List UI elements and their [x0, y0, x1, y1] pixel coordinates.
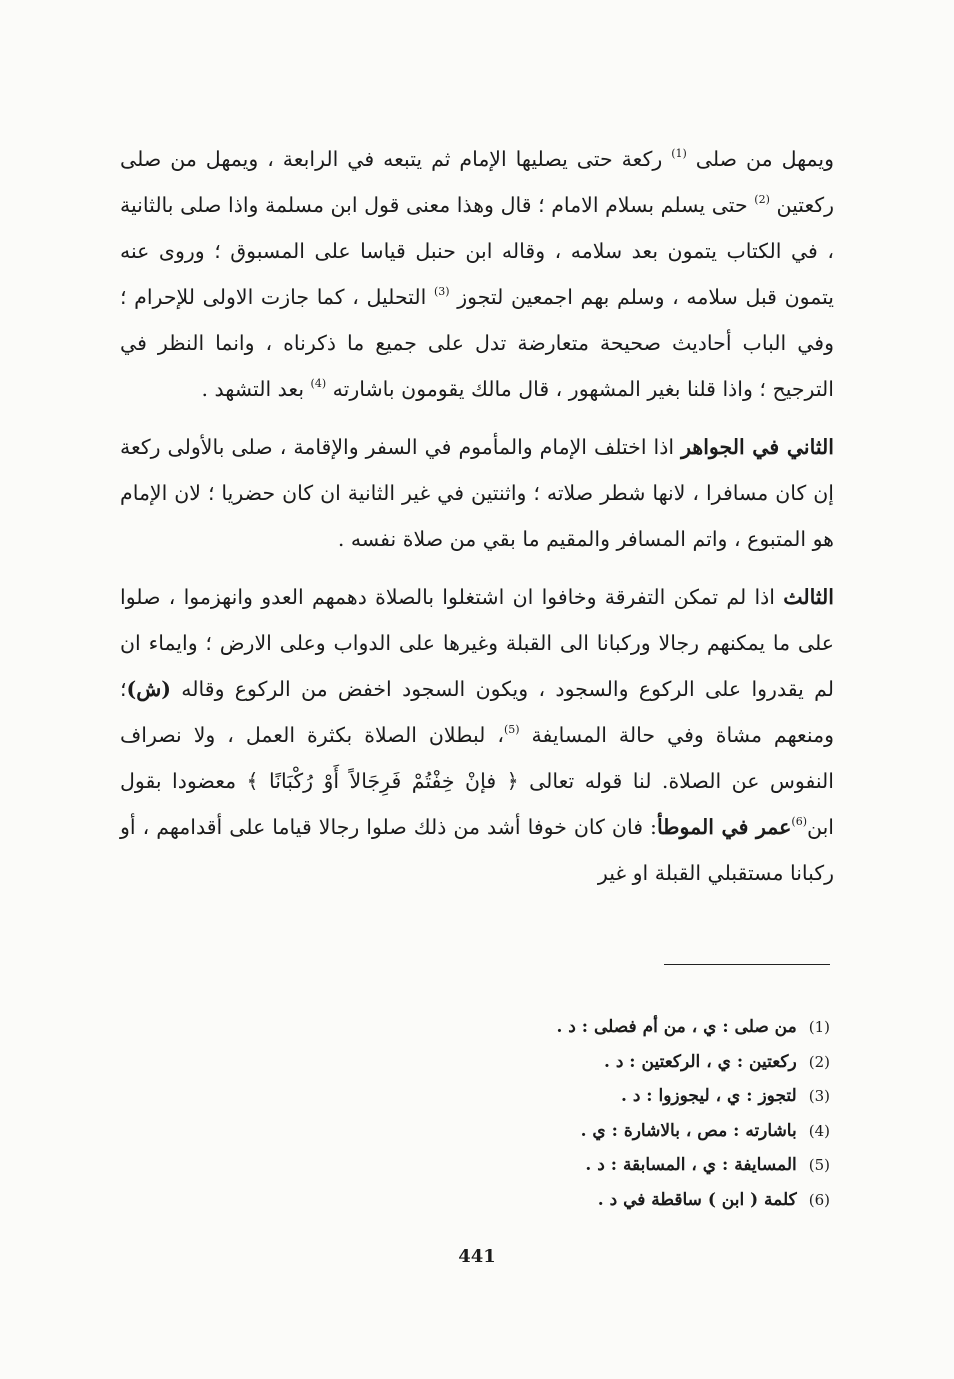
footnote-number: (6) [808, 1190, 830, 1209]
paragraph-p2 [120, 424, 834, 562]
text-run: اذا لم تمكن التفرقة وخافوا ان اشتغلوا بالصلاة دهمهم العدو وانهزموا ، صلوا على ما يمكنهم رجالا وركبانا الى القبلة وغيرها على الدواب وعلى الارض ؛ وايماء ان لم يقدروا على الركوع والسجود ، ويكون السجود اخفض من الركوع وقاله [120, 585, 834, 701]
footnote-text: من صلى : ي ، من أم فصلى : د . [556, 1017, 797, 1037]
text-run: ويمهل من صلى [686, 147, 834, 171]
footnote-item [330, 1010, 830, 1045]
footnote-ref: (2) [754, 193, 770, 206]
footnote-number: (3) [808, 1087, 830, 1105]
footnote-item [330, 1114, 830, 1149]
footnote-ref: (4) [310, 377, 327, 390]
footnote-number: (5) [808, 1156, 830, 1174]
footnote-item [330, 1079, 830, 1114]
footnotes [330, 1010, 830, 1217]
text-run: حتى يسلم بسلام الامام ؛ قال وهذا معنى قول ابن مسلمة واذا صلى بالثانية ، في الكتاب يتمون بعد سلامه ، وقاله ابن حنبل قياسا على المسبوق ؛ وروى عنه يتمون قبل سلامه ، وسلم بهم اجمعين لتجوز [120, 193, 834, 309]
footnote-separator [664, 964, 830, 965]
footnote-text: كلمة ( ابن ) ساقطة في د . [597, 1189, 797, 1210]
main-text [120, 136, 834, 896]
footnote-text: ركعتين : ي ، الركعتين : د . [603, 1051, 797, 1072]
text-run: ، لبطلان الصلاة بكثرة العمل ، ولا نصراف النفوس عن الصلاة. لنا قوله تعالى ﴿ فإنْ خِفْتُمْ فَرِجَالاً أَوْ رُكْبَانًا ﴾ معضودا بقول ابن [120, 723, 834, 839]
footnote-item [330, 1045, 830, 1080]
footnote-text: باشارته : مص ، بالاشارة : ي . [580, 1120, 797, 1141]
text-run: ركعة حتى يصليها الإمام ثم يتبعه في الرابعة ، ويمهل من صلى ركعتين [120, 147, 834, 217]
footnote-number: (4) [808, 1121, 830, 1140]
text-run: : فان كان خوفا أشد من ذلك صلوا رجالا قياما على أقدامهم ، أو ركبانا مستقبلي القبلة او غير [120, 815, 834, 885]
bold-text: عمر في الموطأ [656, 815, 792, 839]
paragraph-p3 [120, 574, 834, 896]
footnote-text: المسايفة : ي ، المسابقة : د . [585, 1155, 797, 1175]
footnote-ref: (5) [503, 723, 520, 736]
footnote-ref: (1) [671, 147, 687, 160]
text-run: بعد التشهد . [201, 377, 311, 401]
bold-text: الثاني في الجواهر [681, 435, 834, 459]
footnote-ref: (3) [433, 285, 450, 298]
paragraph-p1 [120, 136, 834, 412]
footnote-ref: (6) [791, 815, 807, 828]
footnote-item [330, 1183, 830, 1218]
bold-text: الثالث [783, 585, 834, 609]
footnote-number: (1) [808, 1018, 830, 1036]
bold-text: (ش) [126, 677, 171, 701]
footnote-number: (2) [808, 1052, 830, 1071]
text-run: ؛ ومنعهم مشاة وفي حالة المسايفة [120, 677, 834, 747]
page-number: 441 [458, 1246, 496, 1267]
text-run: التحليل ، كما جازت الاولى للإحرام ؛ وفي الباب أحاديث صحيحة متعارضة تدل على جميع ما ذكرناه ، وانما النظر في الترجيح ؛ واذا قلنا بغير المشهور ، قال مالك يقومون باشارته [120, 285, 834, 401]
footnote-text: لتجوز : ي ، ليجوزوا : د . [620, 1086, 797, 1106]
text-run: اذا اختلف الإمام والمأموم في السفر والإقامة ، صلى بالأولى ركعة إن كان مسافرا ، لانها شطر صلاته ؛ واثنتين في غير الثانية ان كان حضريا ؛ لان الإمام هو المتبوع ، واتم المسافر والمقيم ما بقي من صلاة نفسه . [120, 435, 834, 551]
footnote-item [330, 1148, 830, 1183]
